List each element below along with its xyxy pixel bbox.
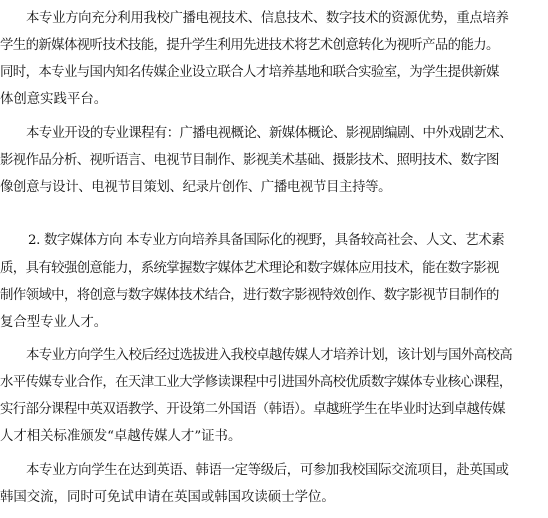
text-line: 本专业方向学生在达到英语、韩语一定等级后，可参加我校国际交流项目，赴英国或: [26, 463, 509, 478]
text-line: 人才相关标准颁发“卓越传媒人才”证书。: [0, 429, 242, 444]
text-line: 复合型专业人才。: [0, 315, 108, 330]
text-line: 影视作品分析、视听语言、电视节目制作、影视美术基础、摄影技术、照明技术、数字图: [0, 153, 499, 168]
text-line: 本专业方向充分利用我校广播电视技术、信息技术、数字技术的资源优势，重点培养: [26, 11, 509, 26]
text-line: 像创意与设计、电视节目策划、纪录片创作、广播电视节目主持等。: [0, 180, 392, 195]
text-line: 韩国交流，同时可免试申请在英国或韩国攻读硕士学位。: [0, 490, 335, 505]
text-line: 质，具有较强创意能力，系统掌握数字媒体艺术理论和数字媒体应用技术，能在数字影视: [0, 261, 499, 276]
text-line: 同时，本专业与国内知名传媒企业设立联合人才培养基地和联合实验室，为学生提供新媒: [0, 65, 499, 80]
text-line: 学生的新媒体视听技术技能，提升学生利用先进技术将艺术创意转化为视听产品的能力。: [0, 38, 499, 53]
text-line: 制作领域中，将创意与数字媒体技术结合，进行数字影视特效创作、数字影视节目制作的: [0, 288, 499, 303]
text-line: 体创意实践平台。: [0, 92, 108, 107]
text-line: 实行部分课程中英双语教学、开设第二外国语（韩语）。卓越班学生在毕业时达到卓越传媒: [0, 402, 505, 417]
text-line: 2. 数字媒体方向 本专业方向培养具备国际化的视野，具备较高社会、人文、艺术素: [28, 233, 505, 248]
text-line: 本专业开设的专业课程有：广播电视概论、新媒体概论、影视剧编剧、中外戏剧艺术、: [26, 126, 513, 141]
text-line: 本专业方向学生入校后经过选拔进入我校卓越传媒人才培养计划，该计划与国外高校高: [26, 348, 513, 363]
text-line: 水平传媒专业合作，在天津工业大学修读课程中引进国外高校优质数字媒体专业核心课程，: [0, 375, 512, 390]
